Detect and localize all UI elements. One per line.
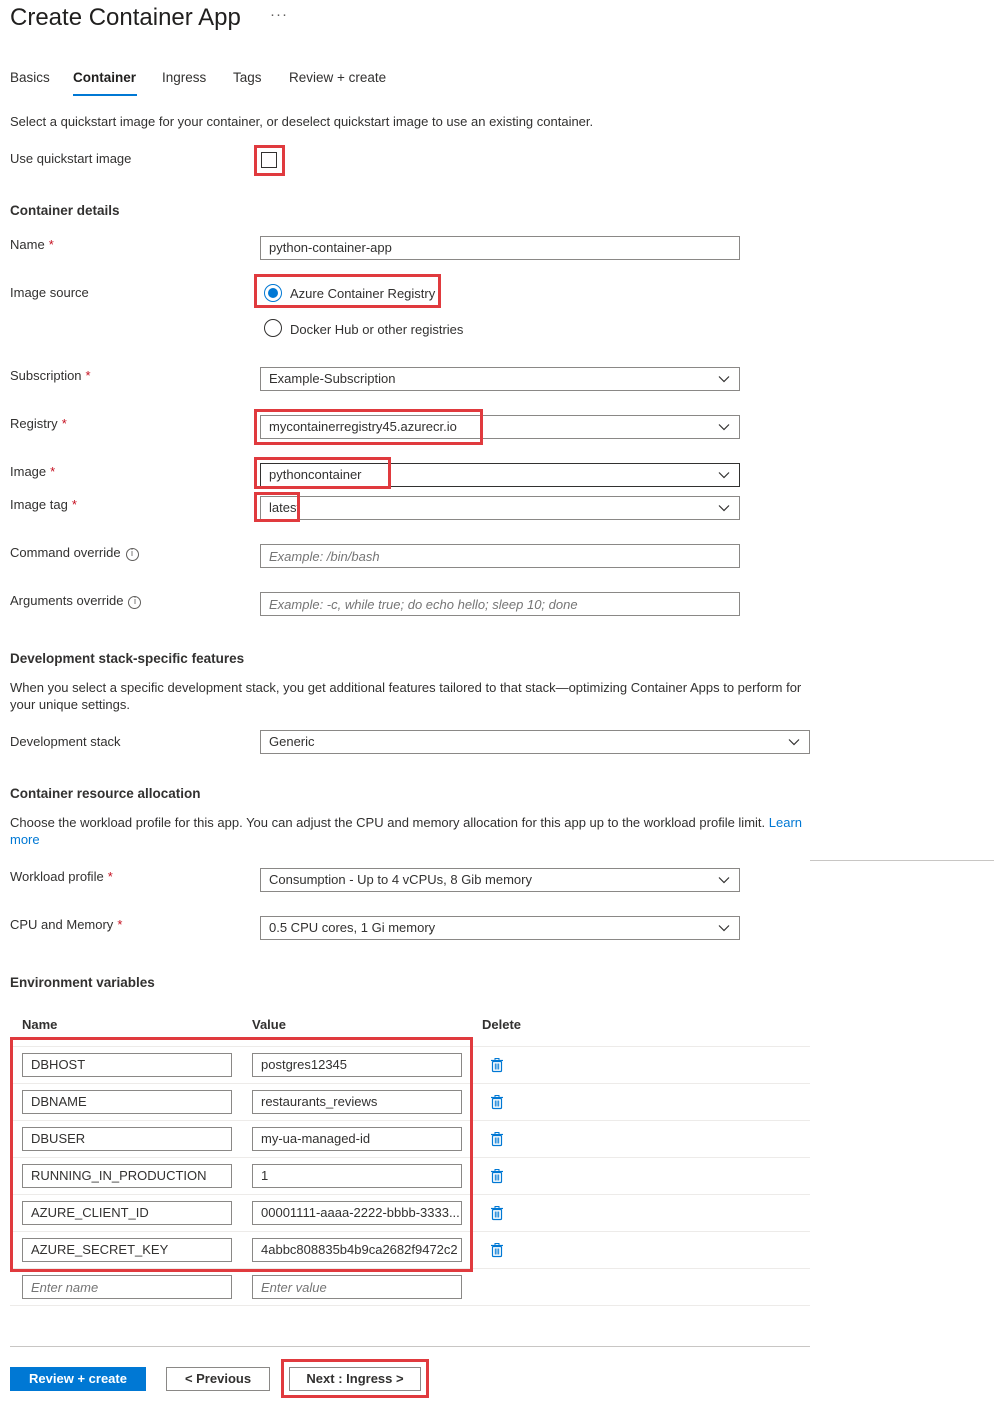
review-create-button[interactable]: Review + create [10,1367,146,1391]
radio-docker-hub[interactable] [264,319,282,337]
quickstart-label: Use quickstart image [10,151,132,166]
env-name-input[interactable]: AZURE_CLIENT_ID [22,1201,232,1225]
env-col-delete: Delete [482,1017,522,1032]
subscription-select[interactable] [260,367,740,391]
more-options-icon[interactable]: ··· [270,6,288,23]
image-tag-label: Image tag * [10,497,77,512]
image-select[interactable] [260,463,740,487]
subscription-value: Example-Subscription [269,371,396,386]
arguments-override-label: Arguments override i [10,593,141,609]
row-divider [10,1083,810,1084]
registry-label: Registry * [10,416,67,431]
chevron-down-icon [717,468,731,482]
registry-value: mycontainerregistry45.azurecr.io [269,419,457,434]
next-ingress-button[interactable]: Next : Ingress > [289,1367,421,1391]
row-divider [10,1268,810,1269]
dev-stack-value: Generic [269,734,315,749]
env-col-name: Name [22,1017,58,1032]
env-new-value-input[interactable] [252,1275,462,1299]
quickstart-checkbox[interactable] [261,152,277,168]
trash-icon[interactable] [489,1057,505,1073]
page-title: Create Container App [10,4,241,31]
row-divider [10,1305,810,1306]
dev-stack-label: Development stack [10,734,121,749]
info-icon[interactable]: i [126,548,139,561]
tab-ingress[interactable]: Ingress [162,70,207,85]
tab-container[interactable]: Container [73,70,137,85]
image-source-label: Image source [10,285,89,300]
env-name-input[interactable]: AZURE_SECRET_KEY [22,1238,232,1262]
name-input[interactable]: python-container-app [260,236,740,260]
footer-divider [10,1346,810,1347]
env-value-input[interactable]: postgres12345 [252,1053,462,1077]
divider [810,860,994,861]
image-value: pythoncontainer [269,467,362,482]
env-name-input[interactable]: DBNAME [22,1090,232,1114]
chevron-down-icon [717,501,731,515]
command-override-input[interactable] [260,544,740,568]
tab-tags[interactable]: Tags [233,70,262,85]
row-divider [10,1194,810,1195]
image-label: Image * [10,464,56,479]
dev-stack-heading: Development stack-specific features [10,651,245,666]
env-value-input[interactable]: 1 [252,1164,462,1188]
radio-azure-container-registry[interactable] [264,284,282,302]
chevron-down-icon [717,873,731,887]
env-value-input[interactable]: restaurants_reviews [252,1090,462,1114]
name-label: Name * [10,237,54,252]
active-tab-indicator [73,94,137,96]
image-tag-value: latest [269,500,301,515]
image-tag-select[interactable] [260,496,740,520]
trash-icon[interactable] [489,1168,505,1184]
chevron-down-icon [787,735,801,749]
env-col-value: Value [252,1017,286,1032]
subscription-label: Subscription * [10,368,91,383]
radio-azure-container-registry-label[interactable]: Azure Container Registry [290,286,436,301]
trash-icon[interactable] [489,1242,505,1258]
trash-icon[interactable] [489,1131,505,1147]
chevron-down-icon [717,420,731,434]
intro-text: Select a quickstart image for your container, or deselect quickstart image to use an existing container. [10,114,594,129]
row-divider [10,1120,810,1121]
workload-profile-select[interactable] [260,868,740,892]
row-divider [10,1046,810,1047]
resource-allocation-description: Choose the workload profile for this app. You can adjust the CPU and memory allocation for this app up to the workload profile limit. Learn more [10,815,803,847]
cpu-memory-label: CPU and Memory * [10,917,123,932]
row-divider [10,1157,810,1158]
env-value-input[interactable]: 4abbc808835b4b9ca2682f9472c2 [252,1238,462,1262]
arguments-override-input[interactable] [260,592,740,616]
previous-button[interactable]: < Previous [166,1367,270,1391]
env-value-input[interactable]: my-ua-managed-id [252,1127,462,1151]
env-name-input[interactable]: DBHOST [22,1053,232,1077]
cpu-memory-value: 0.5 CPU cores, 1 Gi memory [269,920,436,935]
env-new-name-input[interactable] [22,1275,232,1299]
env-name-input[interactable]: RUNNING_IN_PRODUCTION [22,1164,232,1188]
info-icon[interactable]: i [128,596,141,609]
chevron-down-icon [717,921,731,935]
resource-allocation-heading: Container resource allocation [10,786,201,801]
registry-select[interactable] [260,415,740,439]
workload-profile-label: Workload profile * [10,869,113,884]
command-override-label: Command override i [10,545,139,561]
chevron-down-icon [717,372,731,386]
dev-stack-select[interactable] [260,730,810,754]
env-vars-heading: Environment variables [10,975,155,990]
env-name-input[interactable]: DBUSER [22,1127,232,1151]
tab-basics[interactable]: Basics [10,70,50,85]
cpu-memory-select[interactable] [260,916,740,940]
trash-icon[interactable] [489,1205,505,1221]
workload-profile-value: Consumption - Up to 4 vCPUs, 8 Gib memory [269,872,532,887]
dev-stack-description: When you select a specific development stack, you get additional features tailored to that stack—optimizing Container Apps to perform for your unique settings. [10,680,802,712]
row-divider [10,1231,810,1232]
env-value-input[interactable]: 00001111-aaaa-2222-bbbb-3333... [252,1201,462,1225]
container-details-heading: Container details [10,203,120,218]
radio-docker-hub-label[interactable]: Docker Hub or other registries [290,322,464,337]
trash-icon[interactable] [489,1094,505,1110]
learn-more-link[interactable]: Learn more [10,815,803,847]
tab-review-create[interactable]: Review + create [289,70,387,85]
